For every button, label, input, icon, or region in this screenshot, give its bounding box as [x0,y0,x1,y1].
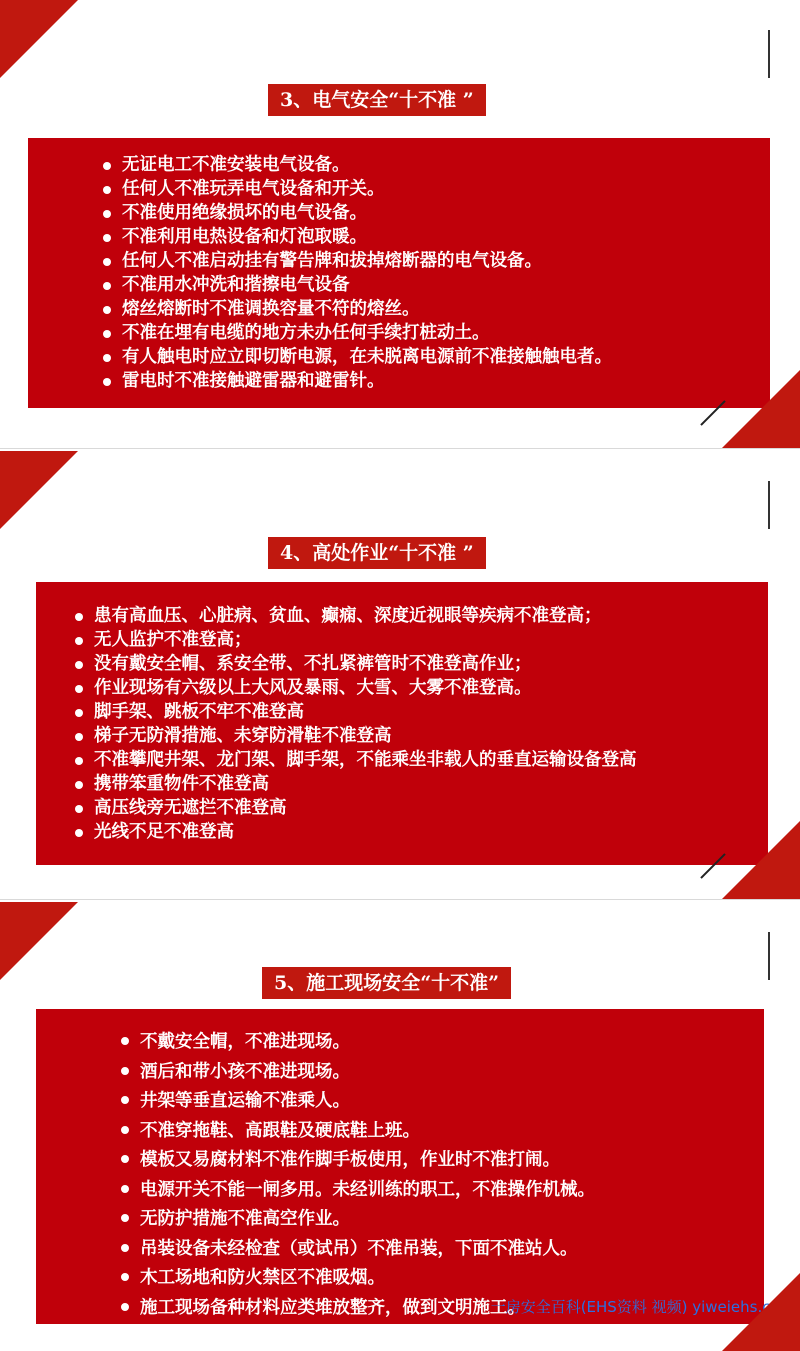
corner-decoration [0,902,78,980]
rule-item: 施工现场备种材料应类堆放整齐，做到文明施工。 [118,1294,595,1324]
corner-decoration [722,370,800,448]
rule-item: 高压线旁无遮拦不准登高 [72,796,637,820]
rules-panel [36,582,768,865]
rule-item: 有人触电时应立即切断电源，在未脱离电源前不准接触触电者。 [100,345,612,369]
rule-item: 任何人不准启动挂有警告牌和拔掉熔断器的电气设备。 [100,249,612,273]
rule-item: 电源开关不能一闸多用。未经训练的职工，不准操作机械。 [118,1176,595,1206]
slide-working-at-height [0,451,800,900]
corner-decoration [722,821,800,899]
rule-item: 无人监护不准登高； [72,628,637,652]
rule-item: 没有戴安全帽、系安全带、不扎紧裤管时不准登高作业； [72,652,637,676]
rule-item: 不准使用绝缘损坏的电气设备。 [100,201,612,225]
rule-item: 携带笨重物件不准登高 [72,772,637,796]
rule-item: 患有高血压、心脏病、贫血、癫痫、深度近视眼等疾病不准登高； [72,604,637,628]
rule-item: 梯子无防滑措施、未穿防滑鞋不准登高 [72,724,637,748]
rule-item: 脚手架、跳板不牢不准登高 [72,700,637,724]
watermark-text: 一房安全百科(EHS资料 视频) yiweiehs.cn [490,1298,780,1316]
rules-panel [36,1009,764,1324]
rule-item: 模板又易腐材料不准作脚手板使用，作业时不准打闹。 [118,1146,595,1176]
corner-decoration [722,1273,800,1351]
slide-title: 4、高处作业“十不准 ” [268,537,486,569]
rules-panel [28,138,770,408]
slide-electrical-safety [0,0,800,449]
slide-site-safety [0,902,800,1351]
rule-item: 光线不足不准登高 [72,820,637,844]
rule-item: 不准穿拖鞋、高跟鞋及硬底鞋上班。 [118,1117,595,1147]
rule-item: 不准在埋有电缆的地方未办任何手续打桩动土。 [100,321,612,345]
rule-item: 井架等垂直运输不准乘人。 [118,1087,595,1117]
rule-item: 无防护措施不准高空作业。 [118,1205,595,1235]
rule-item: 雷电时不准接触避雷器和避雷针。 [100,369,612,393]
rule-item: 不戴安全帽，不准进现场。 [118,1028,595,1058]
rule-item: 任何人不准玩弄电气设备和开关。 [100,177,612,201]
divider-line [768,932,770,980]
rule-item: 酒后和带小孩不准进现场。 [118,1058,595,1088]
rule-item: 无证电工不准安装电气设备。 [100,153,612,177]
corner-decoration [0,0,78,78]
rule-item: 吊装设备未经检查（或试吊）不准吊装，下面不准站人。 [118,1235,595,1265]
rule-item: 不准攀爬井架、龙门架、脚手架，不能乘坐非载人的垂直运输设备登高 [72,748,637,772]
rule-item: 熔丝熔断时不准调换容量不符的熔丝。 [100,297,612,321]
slide-title: 3、电气安全“十不准 ” [268,84,486,116]
rule-item: 不准利用电热设备和灯泡取暖。 [100,225,612,249]
divider-line [768,30,770,78]
slide-title: 5、施工现场安全“十不准” [262,967,511,999]
rule-item: 不准用水冲洗和揩擦电气设备 [100,273,612,297]
rule-item: 木工场地和防火禁区不准吸烟。 [118,1264,595,1294]
rule-item: 作业现场有六级以上大风及暴雨、大雪、大雾不准登高。 [72,676,637,700]
divider-line [768,481,770,529]
corner-decoration [0,451,78,529]
